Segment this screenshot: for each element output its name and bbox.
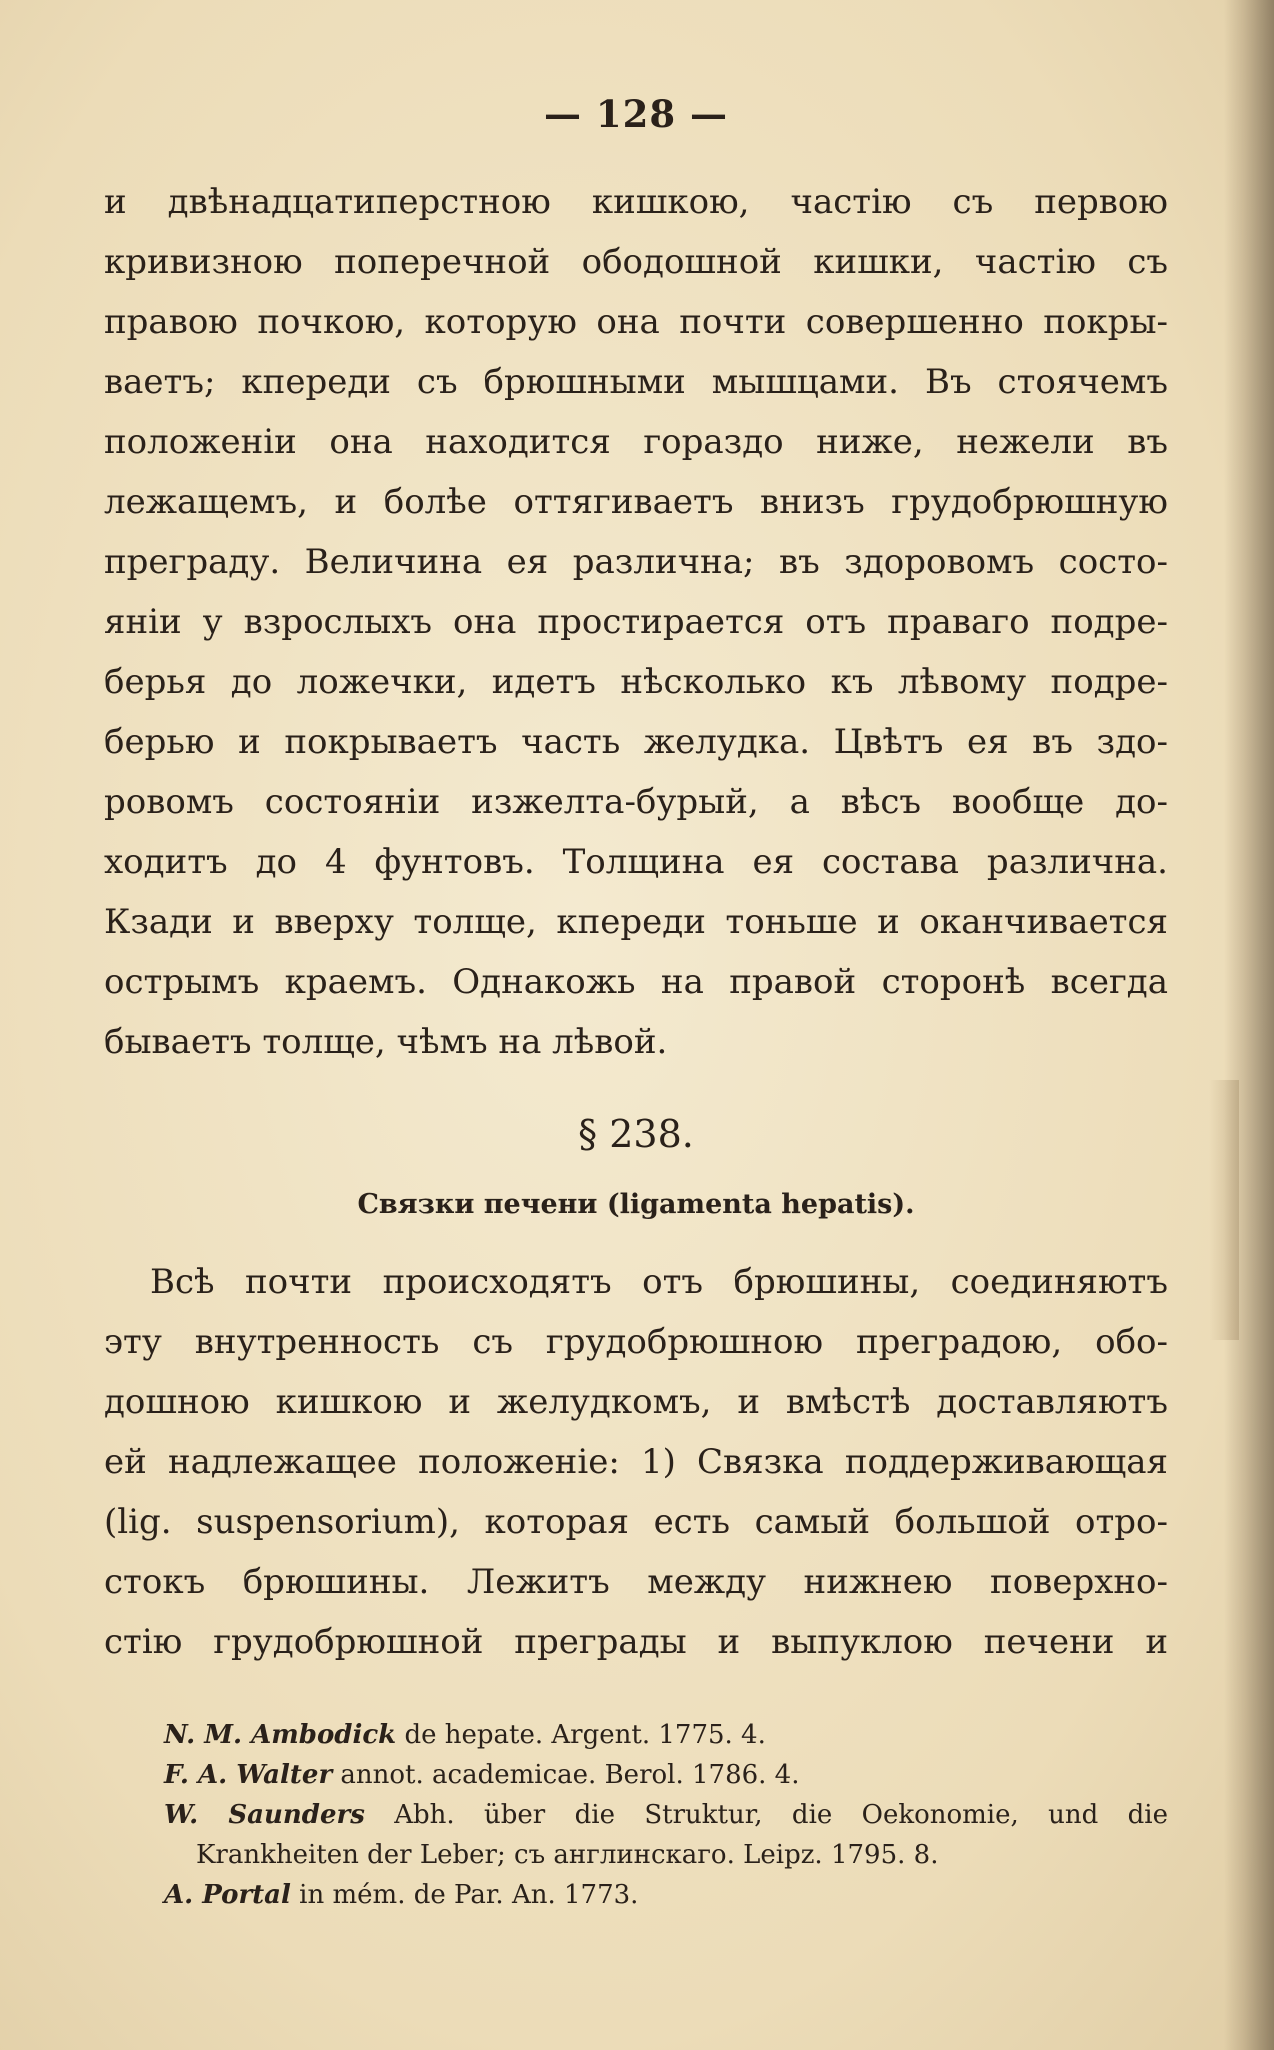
body-line: острымъ краемъ. Однакожь на правой сторонѣ всегда <box>104 962 1168 1002</box>
footnote-author: N. M. Ambodick <box>164 1720 397 1750</box>
page-edge-shadow <box>1224 0 1274 2050</box>
body-line: правою почкою, которую она почти совершенно покры- <box>104 302 1168 342</box>
section-line: эту внутренность съ грудобрюшною преградою, обо- <box>104 1322 1168 1362</box>
section-line: стію грудобрюшной преграды и выпуклою печени и <box>104 1622 1168 1662</box>
body-line: лежащемъ, и болѣе оттягиваетъ внизъ грудобрюшную <box>104 482 1168 522</box>
body-line: берью и покрываетъ часть желудка. Цвѣтъ ея въ здо- <box>104 722 1168 762</box>
footnote-continuation <box>196 1838 1168 1872</box>
body-line: Кзади и вверху толще, кпереди тоньше и оканчивается <box>104 902 1168 942</box>
body-line: яніи у взрослыхъ она простирается отъ праваго подре- <box>104 602 1168 642</box>
section-line: дошною кишкою и желудкомъ, и вмѣстѣ доставляютъ <box>104 1382 1168 1422</box>
footnote-text: in mém. de Par. An. 1773. <box>290 1880 639 1910</box>
footnote <box>164 1878 1168 1912</box>
footnote-author: A. Portal <box>164 1880 291 1910</box>
section-title: Связки печени (ligamenta hepatis). <box>357 1189 915 1220</box>
page-number: — 128 — <box>544 92 728 136</box>
body-line: ходитъ до 4 фунтовъ. Толщина ея состава различна. <box>104 842 1168 882</box>
section-line: (lig. suspensorium), которая есть самый большой отро- <box>104 1502 1168 1542</box>
footnote <box>164 1798 1168 1832</box>
footnote <box>164 1718 1168 1752</box>
body-line: бываетъ толще, чѣмъ на лѣвой. <box>104 1022 668 1062</box>
body-line: положеніи она находится гораздо ниже, нежели въ <box>104 422 1168 462</box>
section-line: стокъ брюшины. Лежитъ между нижнею поверхно- <box>104 1562 1168 1602</box>
footnote-text: Abh. über die Struktur, die Oekonomie, und die <box>364 1800 1168 1830</box>
footnote-text: annot. academicae. Berol. 1786. 4. <box>332 1760 800 1790</box>
footnote-text: Krankheiten der Leber; съ англинскаго. Leipz. 1795. 8. <box>196 1840 939 1870</box>
footnote-author: W. Saunders <box>164 1800 365 1830</box>
section-number: § 238. <box>578 1112 694 1156</box>
footnote-author: F. A. Walter <box>164 1760 333 1790</box>
body-line: берья до ложечки, идетъ нѣсколько къ лѣвому подре- <box>104 662 1168 702</box>
footnote-text: de hepate. Argent. 1775. 4. <box>396 1720 766 1750</box>
body-line: и двѣнадцатиперстною кишкою, частію съ первою <box>104 182 1168 222</box>
section-line: ей надлежащее положеніе: 1) Связка поддерживающая <box>104 1442 1168 1482</box>
body-line: ваетъ; кпереди съ брюшными мышцами. Въ стоячемъ <box>104 362 1168 402</box>
body-line: кривизною поперечной ободошной кишки, частію съ <box>104 242 1168 282</box>
footnote <box>164 1758 1168 1792</box>
section-line: Всѣ почти происходятъ отъ брюшины, соединяютъ <box>150 1262 1168 1302</box>
body-line: преграду. Величина ея различна; въ здоровомъ состо- <box>104 542 1168 582</box>
body-line: ровомъ состояніи изжелта-бурый, а вѣсъ вообще до- <box>104 782 1168 822</box>
